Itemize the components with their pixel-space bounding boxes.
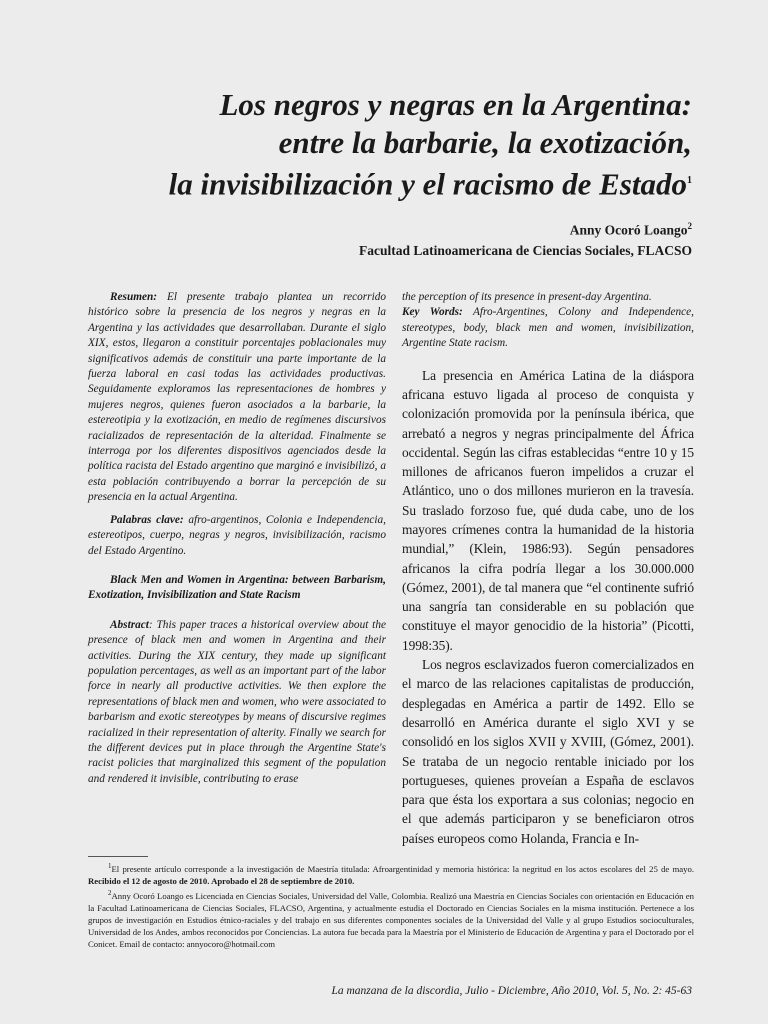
footnotes <box>88 860 694 950</box>
author-footnote-mark: 2 <box>687 221 692 231</box>
key-words-label: Key Words: <box>402 306 463 319</box>
running-footer: La manzana de la discordia, Julio - Diciembre, Año 2010, Vol. 5, No. 2: 45-63 <box>331 985 692 997</box>
author-name: Anny Ocoró Loango <box>569 222 688 238</box>
abstract-label: Abstract <box>110 618 149 631</box>
author-block <box>359 216 692 261</box>
footnote-2-text: Anny Ocoró Loango es Licenciada en Ciencias Sociales, Universidad del Valle, Colombia. Realizó una Maestría en Ciencias Sociales con orientación en Educación en la Facultad Latinoamericana de Ciencias Sociales, FLACSO, Argentina, y actualmente estudia el Doctorado en Ciencias Sociales en la misma institución. Pertenece a los grupos de investigación en Estudios étnico-raciales y del trabajo en sus diferentes componentes sociales de la Universidad del Valle y al grupo Estudios socioculturales, Universidad de los Andes, ambos reconocidos por Conciencias. La autora fue becada para la Maestría por el Ministerio de Educación de Argentina y para el Doctorado por el Conicet. Email de contacto: annyocoro@hotmail.com <box>88 890 694 950</box>
right-column <box>402 290 694 848</box>
palabras-clave-paragraph <box>88 513 386 559</box>
left-column <box>88 290 386 794</box>
abstract-paragraph <box>88 618 386 787</box>
resumen-label: Resumen: <box>110 291 158 303</box>
footnote-1-mark: 1 <box>108 862 112 870</box>
footnote-2-mark: 2 <box>108 889 112 898</box>
resumen-text: El presente trabajo plantea un recorrido histórico sobre la presencia de los negros y negras en la Argentina y las actividades que desarrollaban. Durante el siglo XIX, estos, llegaron a constituir porcentajes poblacionales muy significativos además de constituir una parte importante de la fuerza laboral en casi todas las actividades productivas. Seguidamente exploramos las representaciones de hombres y mujeres negros, quienes fueron asociados a la barbarie, la estereotipia y la exotización, en medio de regímenes discursivos racializados de representación de la alteridad. Finalmente se interroga por los diferentes dispositivos agenciados desde la política racista del Estado argentino que marginó e invisibilizó, a esta población contribuyendo a borrar la percepción de su presencia en la actual Argentina. <box>88 291 386 504</box>
footnote-1-received: Recibido el 12 de agosto de 2010. Aprobado el 28 de septiembre de 2010. <box>88 875 355 886</box>
footnote-2 <box>88 887 694 950</box>
title-footnote-mark: 1 <box>687 175 692 186</box>
title-line-1: Los negros y negras en la Argentina: <box>219 87 692 122</box>
palabras-clave-text: afro-argentinos, Colonia e Independencia, estereotipos, cuerpo, negras y negros, invisibilización, racismo del Estado Argentino. <box>88 513 386 557</box>
english-title: Black Men and Women in Argentina: between Barbarism, Exotization, Invisibilization and State Racism <box>88 573 386 602</box>
title-line-2: entre la barbarie, la exotización, <box>278 125 692 160</box>
body-paragraph-1: La presencia en América Latina de la diáspora africana estuvo ligada al proceso de conquista y colonización promovida por la península ibérica, que arrebató a negros y negras principalmente del África occidental. Según las cifras establecidas “entre 10 y 15 millones de africanos fueron impelidos a cruzar el Atlántico, uno o dos millones murieron en la travesía. Su traslado forzoso fue, qué duda cabe, uno de los mayores crímenes contra la humanidad de la historia mundial,” (Klein, 1986:93). Según pensadores africanos la cifra podría llegar a los 30.000.000 (Gómez, 2001), de tal manera que “el continente sufrió una sangría tan considerable en su población que constituye el mayor genocidio de la historia” (Picotti, 1998:35). <box>402 367 694 653</box>
footnote-rule <box>88 856 148 857</box>
palabras-clave-label: Palabras clave: <box>110 513 184 526</box>
resumen-paragraph <box>88 290 386 506</box>
author-affiliation: Facultad Latinoamericana de Ciencias Sociales, FLACSO <box>359 242 692 258</box>
abstract-continuation: the perception of its presence in present-day Argentina. <box>402 291 652 303</box>
key-words-paragraph <box>402 305 694 351</box>
footnote-1-text: El presente artículo corresponde a la investigación de Maestría titulada: Afroargentinidad y memoria histórica: la negritud en los actos escolares del 25 de mayo. <box>111 863 694 874</box>
key-words-text: Afro-Argentines, Colony and Independence, stereotypes, body, black men and women, invisibilization, Argentine State racism. <box>402 306 694 350</box>
footnote-1 <box>88 860 694 887</box>
title-line-3: la invisibilización y el racismo de Estado <box>168 166 687 202</box>
abstract-text: : This paper traces a historical overview about the presence of black men and women in Argentina and their activities. During the XIX century, they made up significant population percentages, as well as an important part of the labor force in nearly all productive activities. We then explore the representations of black men and women, who were associated to barbarism and exotic stereotypes by means of discursive regimes racialized in their representation of alterity. Finally we search for the different devices put in place through the Argentine State's racist policies that marginalized this segment of the population and rendered it invisible, contributing to erase <box>88 618 386 785</box>
body-paragraph-2: Los negros esclavizados fueron comercializados en el marco de las relaciones capitalistas de producción, desplegadas en América a partir de 1492. Ello se desarrolló en América durante el siglo XVI y se consolidó en los siglos XVII y XVIII, (Gómez, 2001). Se trataba de un negocio rentable iniciado por los portugueses, quienes proveían a España de esclavos para que ésta los exportara a sus colonias; negocio en el que además participaron y se beneficiaron otros países europeos como Holanda, Francia e In- <box>402 657 694 846</box>
article-title <box>132 86 692 203</box>
